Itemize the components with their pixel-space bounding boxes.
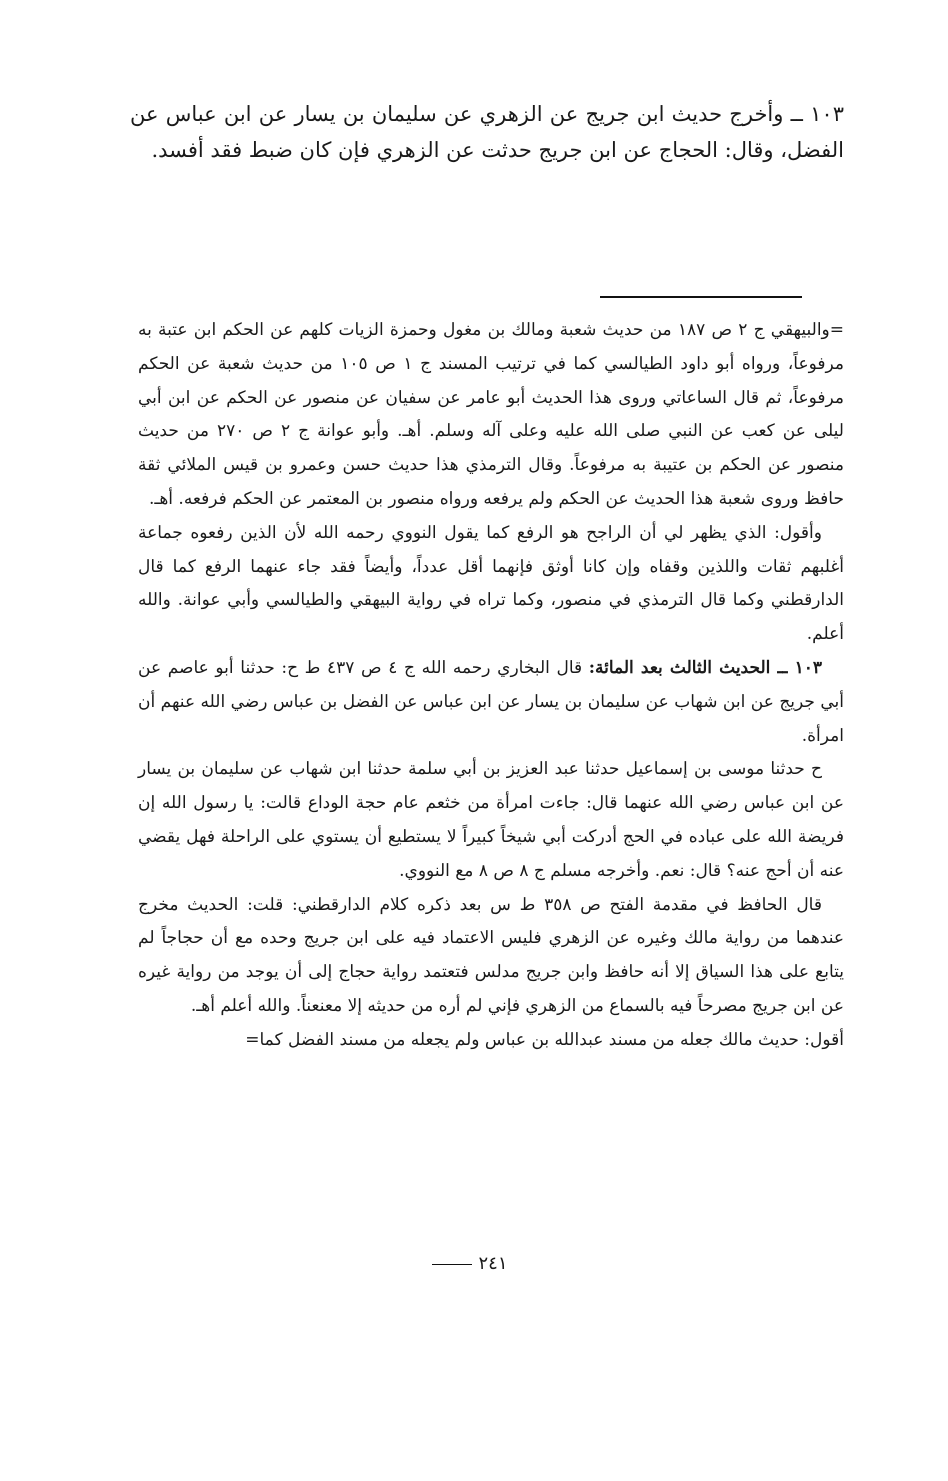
main-text <box>130 96 844 168</box>
page-number <box>420 1252 520 1276</box>
hadith-heading: ١٠٣ ــ الحديث الثالث بعد المائة: <box>588 657 822 678</box>
footnote-paragraph-3 <box>138 652 844 753</box>
footnotes <box>138 314 844 1058</box>
footnote-paragraph-2: وأقول: الذي يظهر لي أن الراجح هو الرفع كما يقول النووي رحمه الله لأن الذين رفعوه جماعة أغلبهم ثقات واللذين وقفاه وإن كانا أوثق فإنهما أقل عدداً، وأيضاً فقد جاء عنهما الرفع كما قال الدارقطني وكما قال الترمذي في منصور، وكما تراه في رواية البيهقي والطيالسي وأبي عوانة. والله أعلم. <box>138 522 844 645</box>
main-paragraph: ١٠٣ ــ وأخرج حديث ابن جريج عن الزهري عن سليمان بن يسار عن ابن عباس عن الفضل، وقال: الحجاج عن ابن جريج حدثت عن الزهري فإن كان ضبط فقد أفسد. <box>130 102 844 162</box>
footnote-paragraph-1: =والبيهقي ج ٢ ص ١٨٧ من حديث شعبة ومالك بن مغول وحمزة الزيات كلهم عن الحكم ابن عتبة به مرفوعاً، ورواه أبو داود الطيالسي كما في ترتيب المسند ج ١ ص ١٠٥ من حديث شعبة عن الحكم مرفوعاً، ثم قال الساعاتي وروى هذا الحديث أبو عامر عن سفيان عن منصور عن الحكم عن ابن أبي ليلى عن كعب عن النبي صلى الله عليه وعلى آله وسلم. أهـ. وأبو عوانة ج ٢ ص ٢٧٠ من حديث منصور عن الحكم بن عتيبة به مرفوعاً. وقال الترمذي هذا حديث حسن وعمرو بن قيس الملائي ثقة حافظ وروى شعبة هذا الحديث عن الحكم ولم يرفعه ورواه منصور بن المعتمر عن الحكم فرفعه. أهـ. <box>138 320 844 509</box>
footnote-paragraph-5: قال الحافظ في مقدمة الفتح ص ٣٥٨ ط س بعد ذكره كلام الدارقطني: قلت: الحديث مخرج عندهما من رواية مالك وغيره عن الزهري فليس الاعتماد فيه على ابن جريج وحده مع أن حجاجاً لم يتابع على هذا السياق إلا أنه حافظ وابن جريج مدلس فتعتمد رواية حجاج إلى أن يوجد من رواية غيره عن ابن جريج مصرحاً فيه بالسماع من الزهري فإني لم أره من حديثه إلا معنعناً. والله أعلم أهـ. <box>138 894 844 1016</box>
hadith-text: قال البخاري رحمه الله ج ٤ ص ٤٣٧ ط ح: حدثنا أبو عاصم عن أبي جريج عن ابن شهاب عن سليمان بن يسار عن ابن عباس عن الفضل بن عباس رضي الله عنهم أن امرأة. <box>138 657 844 746</box>
page-number-text: ٢٤١ <box>478 1253 508 1274</box>
page-number-rule <box>432 1264 472 1265</box>
footnote-paragraph-6: أقول: حديث مالك جعله من مسند عبدالله بن عباس ولم يجعله من مسند الفضل كما= <box>245 1029 844 1050</box>
footnote-paragraph-4: ح حدثنا موسى بن إسماعيل حدثنا عبد العزيز بن أبي سلمة حدثنا ابن شهاب عن سليمان بن يسار عن ابن عباس رضي الله عنهما قال: جاءت امرأة من خثعم عام حجة الوداع قالت: يا رسول الله إن فريضة الله على عباده في الحج أدركت أبي شيخاً كبيراً لا يستطيع أن يستوي على الراحلة فهل يقضي عنه أن أحج عنه؟ قال: نعم. وأخرجه مسلم ج ٨ ص ٨ مع النووي. <box>138 759 844 881</box>
footnote-separator <box>600 296 802 298</box>
